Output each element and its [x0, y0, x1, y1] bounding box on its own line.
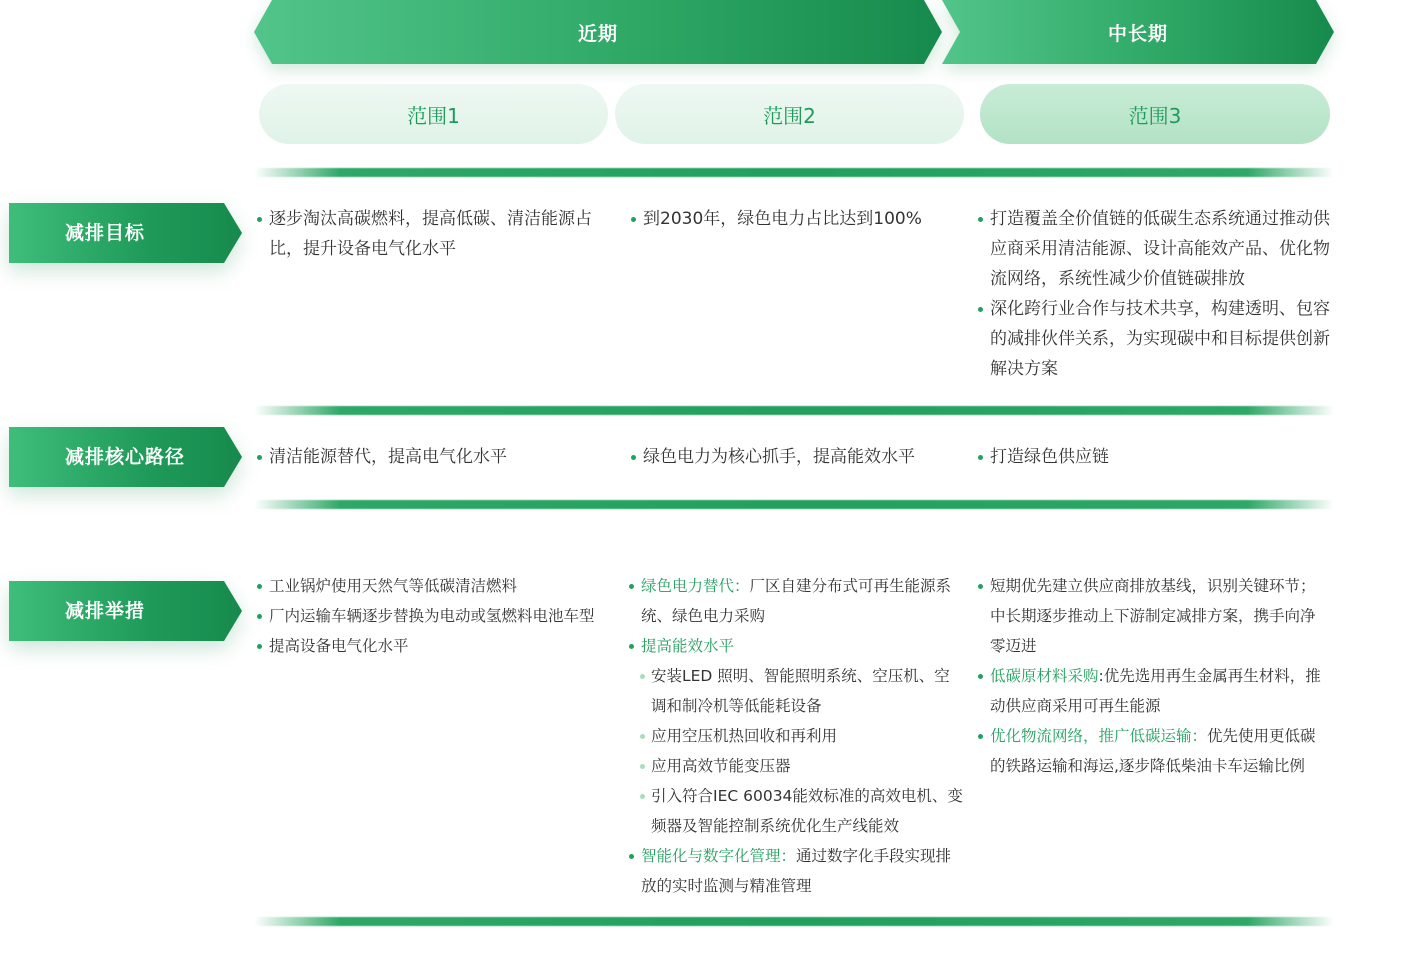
list-item — [975, 661, 1330, 721]
path-scope1-cell — [254, 442, 599, 472]
list-item: 打造覆盖全价值链的低碳生态系统通过推动供应商采用清洁能源、设计高能效产品、优化物流网络，系统性减少价值链碳排放 — [975, 204, 1337, 294]
measures-scope2-cell — [626, 571, 964, 901]
sub-list-item: 应用高效节能变压器 — [626, 751, 964, 781]
list-item: 短期优先建立供应商排放基线，识别关键环节；中长期逐步推动上下游制定减排方案，携手向净零迈进 — [975, 571, 1330, 661]
row-label-text: 减排核心路径 — [65, 446, 186, 468]
scope-2-header: 范围2 — [615, 84, 964, 144]
path-scope2-cell — [628, 442, 958, 472]
list-item — [975, 721, 1330, 781]
scope-3-header: 范围3 — [980, 84, 1330, 144]
row-label-core-path — [9, 427, 242, 487]
phase-banner-long-term — [942, 0, 1334, 64]
measures-scope3-cell — [975, 571, 1330, 781]
scope-1-header: 范围1 — [259, 84, 608, 144]
list-item: 绿色电力为核心抓手，提高能效水平 — [628, 442, 958, 472]
phase-label: 近期 — [577, 22, 618, 45]
item-text: :优先选用再生金属再生材料，推动供应商采用可再生能源 — [990, 667, 1321, 715]
highlight-title: 提高能效水平 — [641, 637, 735, 655]
sub-list-item: 引入符合IEC 60034能效标准的高效电机、变频器及智能控制系统优化生产线能效 — [626, 781, 964, 841]
highlight-title: 绿色电力替代： — [641, 577, 750, 595]
item-text: 优先使用更低碳的铁路运输和海运,逐步降低柴油卡车运输比例 — [990, 727, 1316, 775]
list-item: 逐步淘汰高碳燃料，提高低碳、清洁能源占比，提升设备电气化水平 — [254, 204, 599, 264]
row-label-measures — [9, 581, 242, 641]
list-item: 清洁能源替代，提高电气化水平 — [254, 442, 599, 472]
targets-scope3-cell — [975, 204, 1337, 384]
row-label-text: 减排目标 — [65, 222, 146, 244]
sub-list-item: 应用空压机热回收和再利用 — [626, 721, 964, 751]
list-item — [626, 571, 964, 631]
targets-scope2-cell — [628, 204, 958, 234]
list-item: 深化跨行业合作与技术共享，构建透明、包容的减排伙伴关系，为实现碳中和目标提供创新解决方案 — [975, 294, 1337, 384]
row-label-targets — [9, 203, 242, 263]
highlight-title: 智能化与数字化管理： — [641, 847, 797, 865]
row-divider — [254, 500, 1334, 509]
row-divider — [254, 406, 1334, 415]
list-item: 提高设备电气化水平 — [254, 631, 614, 661]
list-item: 打造绿色供应链 — [975, 442, 1337, 472]
sub-list-item: 安装LED 照明、智能照明系统、空压机、空调和制冷机等低能耗设备 — [626, 661, 964, 721]
row-divider — [254, 168, 1334, 177]
list-item — [626, 841, 964, 901]
targets-scope1-cell — [254, 204, 599, 264]
list-item: 到2030年，绿色电力占比达到100% — [628, 204, 958, 234]
path-scope3-cell — [975, 442, 1337, 472]
list-item: 厂内运输车辆逐步替换为电动或氢燃料电池车型 — [254, 601, 614, 631]
highlight-title: 优化物流网络，推广低碳运输： — [990, 727, 1208, 745]
item-text: 厂区自建分布式可再生能源系统、绿色电力采购 — [641, 577, 952, 625]
row-divider — [254, 917, 1334, 926]
phase-label: 中长期 — [1107, 22, 1168, 45]
measures-scope1-cell — [254, 571, 614, 661]
highlight-title: 低碳原材料采购 — [990, 667, 1099, 685]
list-item — [626, 631, 964, 661]
phase-banner-near-term — [254, 0, 942, 64]
row-label-text: 减排举措 — [65, 600, 146, 622]
list-item: 工业锅炉使用天然气等低碳清洁燃料 — [254, 571, 614, 601]
item-text: 通过数字化手段实现排放的实时监测与精准管理 — [641, 847, 952, 895]
